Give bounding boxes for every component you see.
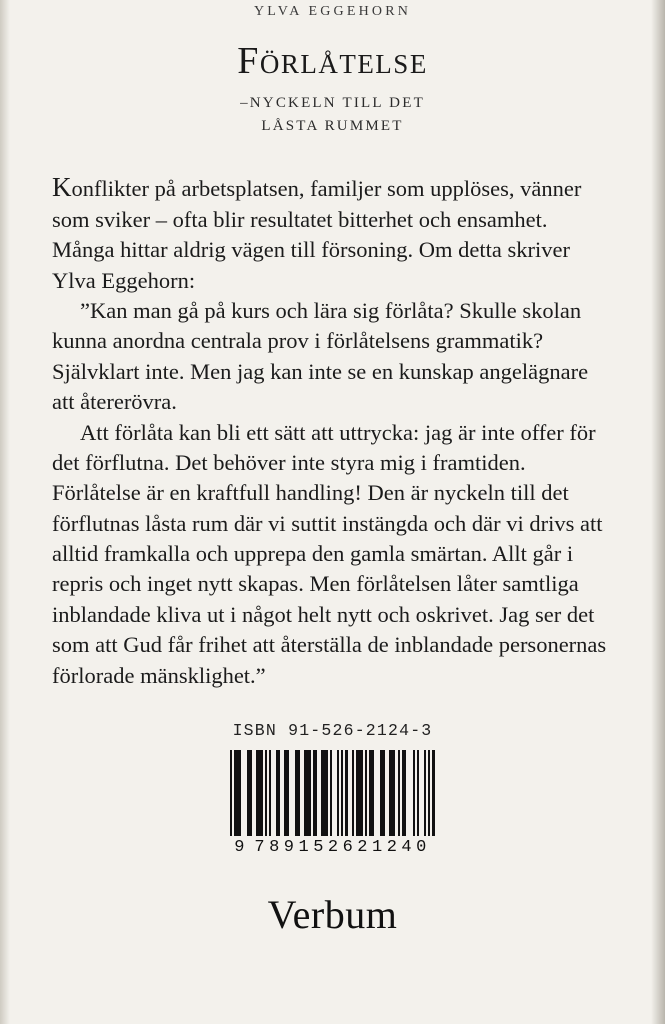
- publisher-name: Verbum: [267, 891, 398, 937]
- book-subtitle-line-1: –NYCKELN TILL DET: [240, 95, 425, 111]
- barcode-digits: 789152621240: [254, 837, 431, 857]
- book-subtitle-line-2: LÅSTA RUMMET: [261, 118, 404, 135]
- barcode-number: [52, 838, 613, 857]
- book-title: Förlåtelse: [237, 40, 428, 82]
- book-subtitle: [52, 92, 613, 139]
- barcode-bars: [230, 750, 435, 836]
- blurb-paragraph-3: Att förlåta kan bli ett sätt att uttrycka: jag är inte offer för det förflutna. Det behöver inte styra mig i framtiden. Förlåtelse är en kraftfull handling! Den är nyckeln till det förflutnas låsta rum där vi suttit instängda och där vi drivs att alltid framkalla och upprepa den gamla smärtan. Allt går i repris och inget nytt skapas. Men förlåtelsen låter samtliga inblandade kliva ut i något helt nytt och oskrivet. Jag ser det som att Gud får frihet att återställa de inblandade personernas förlorade mänsklighet.”: [52, 419, 607, 688]
- drop-cap: K: [52, 171, 72, 202]
- blurb-paragraph-2: ”Kan man gå på kurs och lära sig förlåta? Skulle skolan kunna anordna centrala prov i förlåtelsens grammatik? Självklart inte. Men jag kan inte se en kunskap angelägnare att återerövra.: [52, 298, 589, 415]
- author-name: YLVA EGGEHORN: [253, 4, 412, 19]
- isbn-label: ISBN 91-526-2124-3: [232, 720, 433, 740]
- barcode: [52, 750, 613, 836]
- barcode-lead-digit: 9: [234, 837, 246, 857]
- blurb-paragraph-1: [52, 169, 613, 297]
- blurb-paragraph-1-text: onflikter på arbetsplatsen, familjer som upplöses, vänner som sviker – ofta blir resultatet bitterhet och ensamhet. Många hittar aldrig vägen till försoning. Om detta skriver Ylva Eggehorn:: [52, 175, 582, 293]
- blurb-text: [52, 169, 613, 691]
